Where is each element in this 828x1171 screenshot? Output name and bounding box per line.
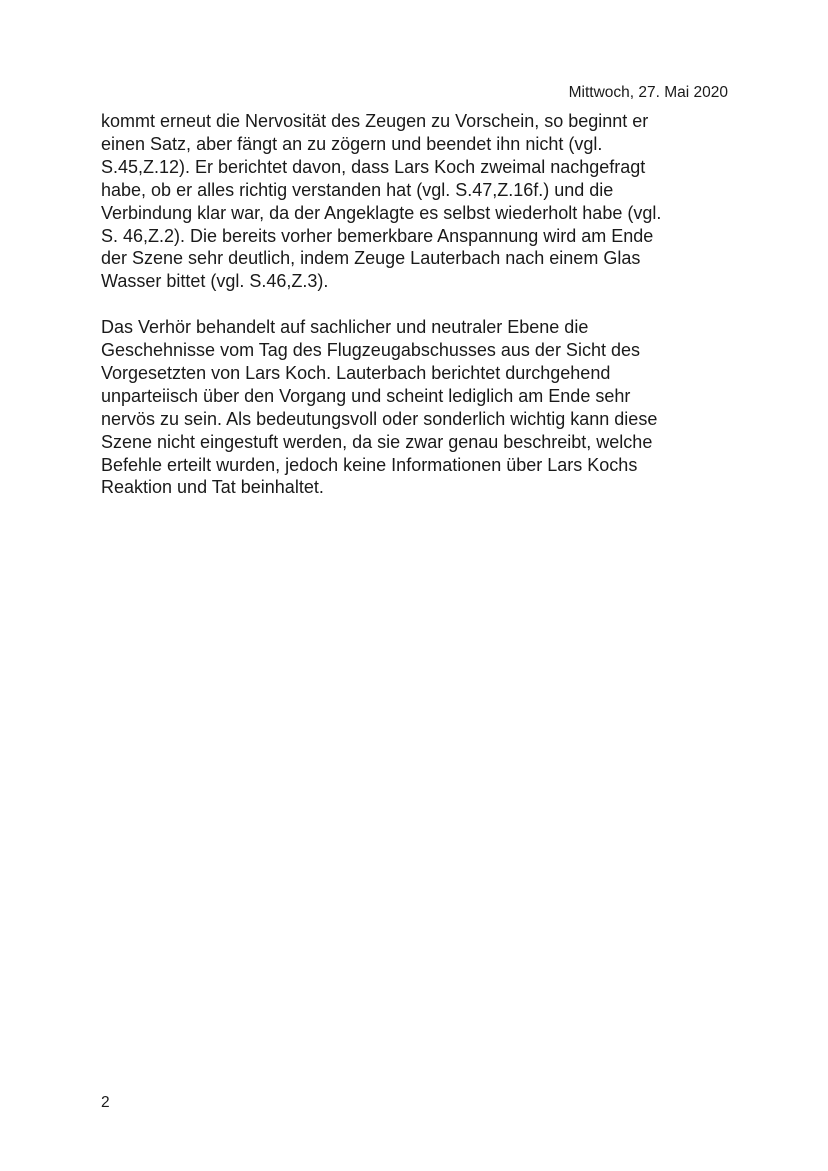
paragraph-2 [101,316,741,499]
text-line: Geschehnisse vom Tag des Flugzeugabschusses aus der Sicht des [101,340,640,361]
body-text [101,110,741,499]
text-line: S. 46,Z.2). Die bereits vorher bemerkbare Anspannung wird am Ende [101,225,654,246]
page-number: 2 [101,1094,110,1111]
text-line: kommt erneut die Nervosität des Zeugen zu Vorschein, so beginnt er [101,111,649,131]
paragraph-1 [101,110,741,293]
text-line: der Szene sehr deutlich, indem Zeuge Lauterbach nach einem Glas [101,248,641,269]
text-line: Befehle erteilt wurden, jedoch keine Informationen über Lars Kochs [101,454,638,475]
text-line: Verbindung klar war, da der Angeklagte es selbst wiederholt habe (vgl. [101,202,662,223]
text-line: Reaktion und Tat beinhaltet. [101,477,324,498]
text-line: unparteiisch über den Vorgang und scheint lediglich am Ende sehr [101,385,631,406]
text-line: S.45,Z.12). Er berichtet davon, dass Lars Koch zweimal nachgefragt [101,156,646,177]
text-line: habe, ob er alles richtig verstanden hat (vgl. S.47,Z.16f.) und die [101,179,614,200]
text-line: Szene nicht eingestuft werden, da sie zwar genau beschreibt, welche [101,431,653,452]
text-line: Wasser bittet (vgl. S.46,Z.3). [101,271,329,292]
text-line: nervös zu sein. Als bedeutungsvoll oder sonderlich wichtig kann diese [101,408,658,429]
text-line: Das Verhör behandelt auf sachlicher und neutraler Ebene die [101,317,589,338]
text-line: Vorgesetzten von Lars Koch. Lauterbach berichtet durchgehend [101,362,611,383]
header-date: Mittwoch, 27. Mai 2020 [568,84,728,101]
text-line: einen Satz, aber fängt an zu zögern und beendet ihn nicht (vgl. [101,133,603,154]
